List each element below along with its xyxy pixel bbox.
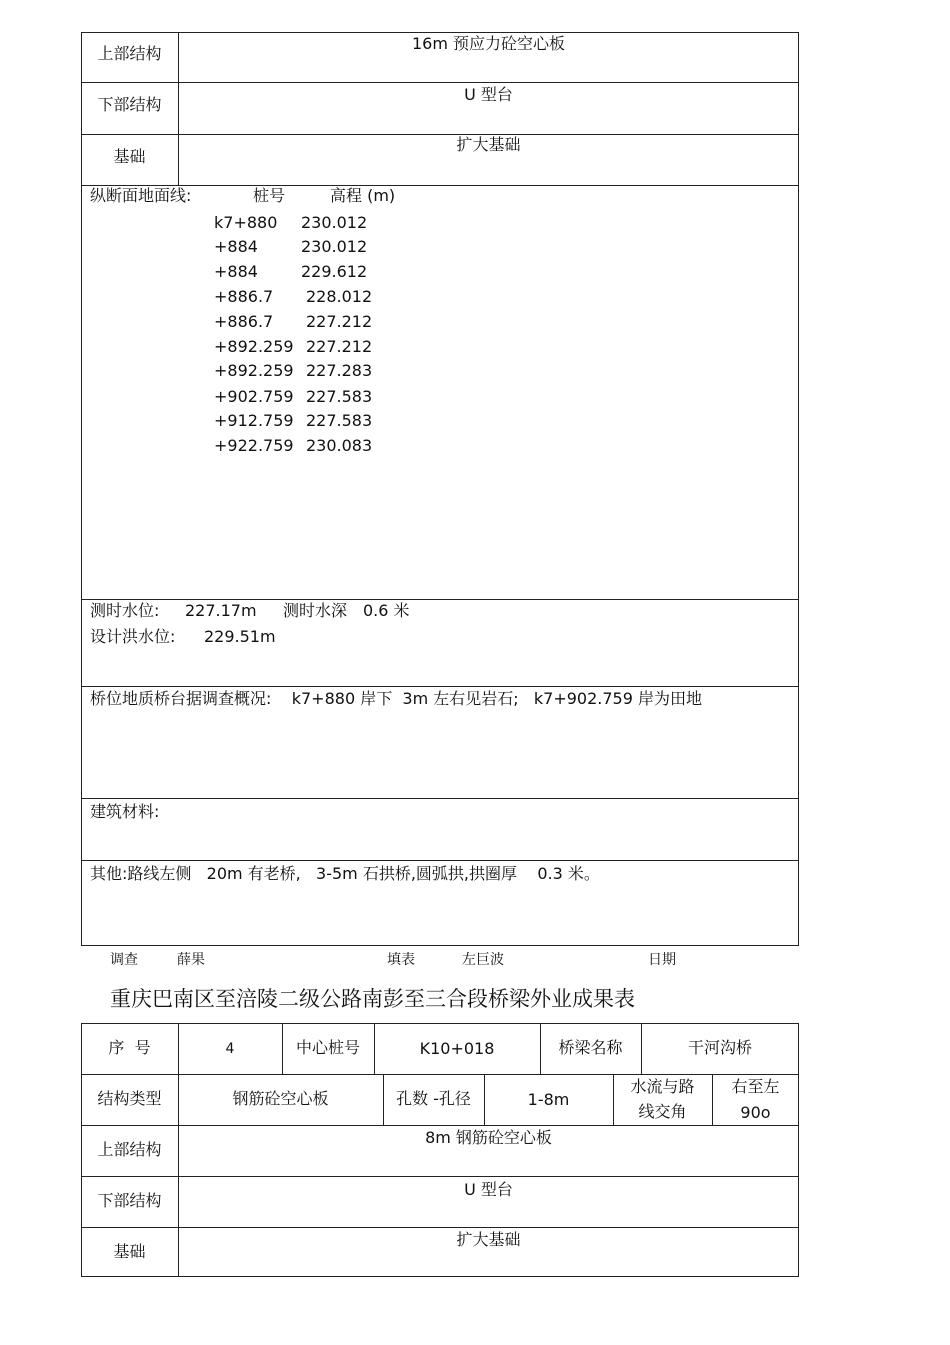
profile-elevation: 227.212 [306, 337, 373, 356]
fill-label: 填表 [387, 952, 415, 968]
profile-station: +886.7 [214, 287, 274, 306]
foundation-value: 扩大基础 [456, 1230, 521, 1249]
table-1 [81, 32, 799, 946]
span-label: 孔数 -孔径 [396, 1089, 471, 1108]
survey-name: 薛果 [177, 952, 205, 968]
center-station-value: K10+018 [419, 1039, 495, 1058]
profile-elevation: 227.283 [306, 361, 373, 380]
row-divider [81, 1125, 799, 1126]
profile-elevation: 227.212 [306, 312, 373, 331]
intersection-angle-value-line-2: 90o [740, 1103, 771, 1122]
lower-structure-label: 下部结构 [97, 95, 162, 114]
intersection-angle-label-line-2: 线交角 [638, 1102, 687, 1121]
foundation-label: 基础 [113, 1242, 146, 1261]
profile-station: +886.7 [214, 312, 274, 331]
profile-col-station: 桩号 [253, 186, 286, 205]
profile-elevation: 230.083 [306, 436, 373, 455]
seq-value: 4 [225, 1041, 235, 1057]
profile-elevation: 229.612 [301, 262, 368, 281]
profile-station: k7+880 [214, 213, 278, 232]
materials-text: 建筑材料: [90, 802, 160, 821]
row-divider [81, 1074, 799, 1075]
upper-structure-value: 8m 钢筋砼空心板 [425, 1128, 552, 1147]
table-1-label-divider [178, 32, 179, 185]
profile-col-elevation: 高程 (m) [330, 186, 396, 205]
page-title: 重庆巴南区至涪陵二级公路南彭至三合段桥梁外业成果表 [110, 987, 635, 1011]
foundation-label: 基础 [113, 147, 146, 166]
date-label: 日期 [648, 952, 676, 968]
center-station-label: 中心桩号 [295, 1038, 360, 1057]
profile-station: +902.759 [214, 387, 294, 406]
lower-structure-value: U 型台 [464, 85, 513, 104]
fill-name: 左巨波 [462, 952, 504, 968]
row-divider [81, 686, 799, 687]
upper-structure-label: 上部结构 [97, 1140, 162, 1159]
survey-label: 调查 [110, 952, 138, 968]
intersection-angle-label-line-1: 水流与路 [630, 1077, 695, 1096]
other-text: 其他:路线左侧 20m 有老桥, 3-5m 石拱桥,圆弧拱,拱圈厚 0.3 米。 [90, 864, 600, 883]
profile-station: +884 [214, 262, 258, 281]
measured-water-level-label: 测时水位: [90, 601, 160, 620]
seq-label: 序 号 [108, 1038, 151, 1057]
geology-text: 桥位地质桥台据调查概况: k7+880 岸下 3m 左右见岩石; k7+902.759 岸为田地 [90, 689, 702, 708]
profile-station: +892.259 [214, 337, 294, 356]
measured-water-depth: 0.6 米 [363, 601, 410, 620]
intersection-angle-value-line-1: 右至左 [731, 1077, 780, 1096]
row-divider [81, 599, 799, 600]
profile-elevation: 230.012 [301, 237, 368, 256]
measured-water-depth-label: 测时水深 [283, 601, 348, 620]
bridge-name-label: 桥梁名称 [558, 1038, 623, 1057]
design-flood-level: 229.51m [204, 627, 276, 646]
profile-elevation: 228.012 [306, 287, 373, 306]
foundation-value: 扩大基础 [456, 135, 521, 154]
profile-station: +912.759 [214, 411, 294, 430]
row-divider [81, 1227, 799, 1228]
row-divider [81, 860, 799, 861]
lower-structure-value: U 型台 [464, 1180, 513, 1199]
bridge-name-value: 干河沟桥 [687, 1038, 752, 1057]
row-divider [81, 82, 799, 83]
profile-elevation: 227.583 [306, 387, 373, 406]
profile-label: 纵断面地面线: [90, 186, 192, 205]
row-divider [81, 798, 799, 799]
span-value: 1-8m [527, 1090, 570, 1109]
lower-structure-label: 下部结构 [97, 1191, 162, 1210]
profile-station: +892.259 [214, 361, 294, 380]
profile-elevation: 230.012 [301, 213, 368, 232]
profile-station: +884 [214, 237, 258, 256]
upper-structure-label: 上部结构 [97, 44, 162, 63]
design-flood-level-label: 设计洪水位: [90, 627, 176, 646]
structure-type-label: 结构类型 [97, 1089, 162, 1108]
profile-station: +922.759 [214, 436, 294, 455]
row-divider [81, 1176, 799, 1177]
structure-type-value: 钢筋砼空心板 [232, 1089, 329, 1108]
upper-structure-value: 16m 预应力砼空心板 [411, 34, 566, 53]
measured-water-level: 227.17m [185, 601, 257, 620]
profile-elevation: 227.583 [306, 411, 373, 430]
